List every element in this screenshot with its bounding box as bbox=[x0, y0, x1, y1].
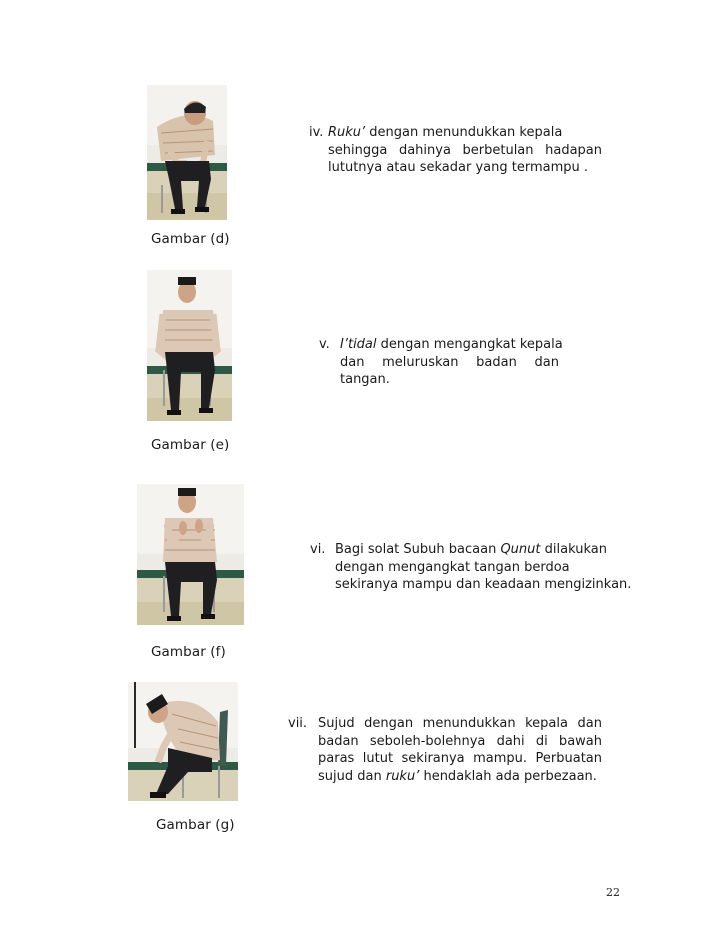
figure-caption: Gambar (g) bbox=[156, 817, 235, 833]
figure-caption: Gambar (f) bbox=[151, 644, 226, 660]
figure-caption: Gambar (d) bbox=[151, 231, 230, 247]
step-v: v. I’tidal dengan mengangkat kepala dan meluruskan badan dan tangan. bbox=[319, 337, 563, 387]
photo-qunut bbox=[137, 484, 244, 625]
step-vii: vii. Sujud dengan menundukkan kepala dan badan seboleh-bolehnya dahi di bawah paras lutut sekiranya mampu. Perbuatan sujud dan ruku’ hendaklah ada perbezaan. bbox=[288, 716, 602, 784]
step-number: v. bbox=[319, 337, 330, 352]
step-term: I’tidal bbox=[340, 337, 377, 352]
page-number: 22 bbox=[606, 886, 620, 899]
step-term: Ruku’ bbox=[328, 125, 366, 140]
step-term: Qunut bbox=[500, 542, 541, 557]
photo-itidal bbox=[147, 270, 232, 421]
photo-sujud bbox=[128, 682, 238, 801]
step-number: vi. bbox=[310, 542, 326, 557]
step-iv: iv. Ruku’ dengan menundukkan kepala sehingga dahinya berbetulan hadapan lututnya atau sekadar yang termampu . bbox=[309, 125, 602, 175]
figure-caption: Gambar (e) bbox=[151, 437, 230, 453]
step-vi: vi. Bagi solat Subuh bacaan Qunut dilakukan dengan mengangkat tangan berdoa sekiranya mampu dan keadaan mengizinkan. bbox=[310, 542, 632, 592]
step-number: iv. bbox=[309, 125, 324, 140]
step-term: ruku’ bbox=[385, 768, 420, 784]
photo-ruku bbox=[147, 85, 227, 220]
step-number: vii. bbox=[288, 716, 308, 731]
